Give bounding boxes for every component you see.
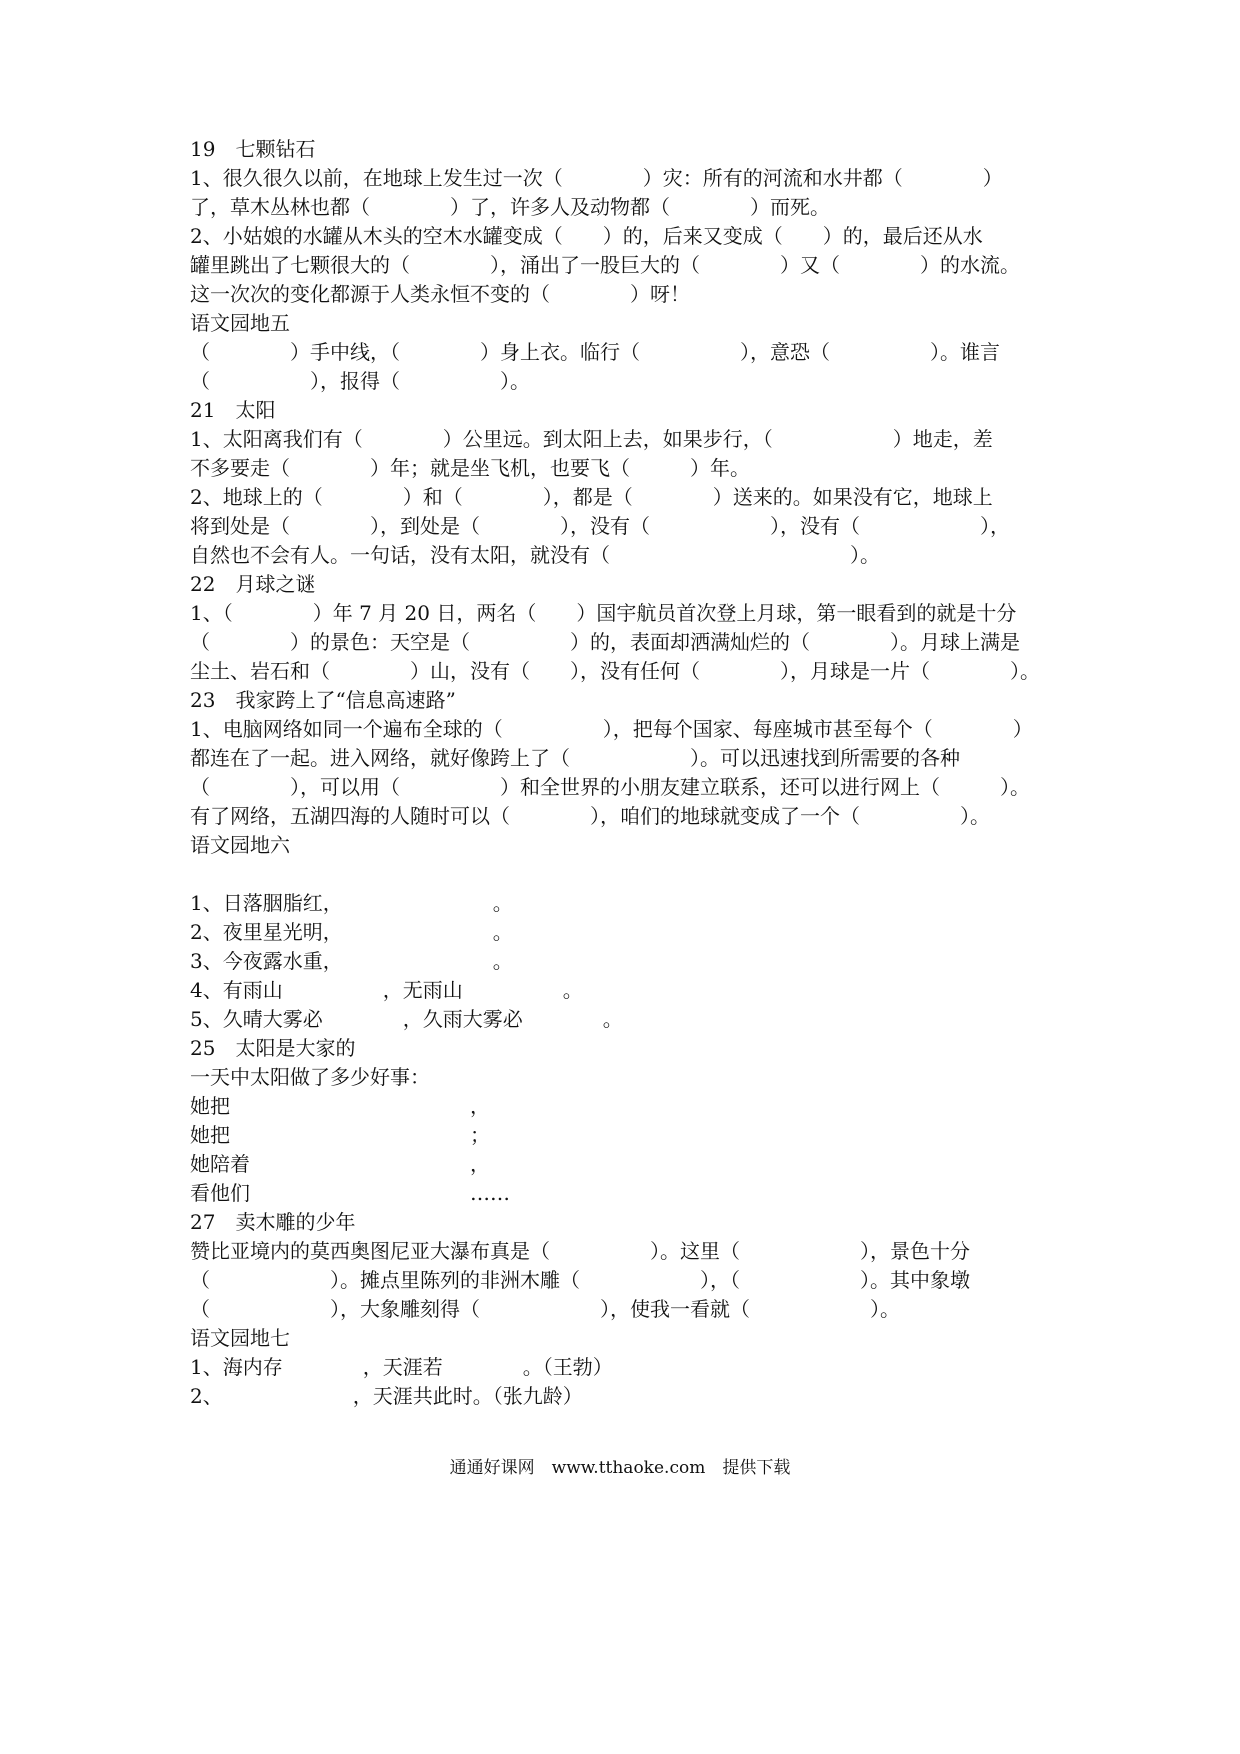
- text-line: 一天中太阳做了多少好事：: [190, 1065, 430, 1089]
- heading-lesson-23: 23 我家跨上了“信息高速路”: [190, 688, 456, 712]
- text-line: 2、地球上的（ ）和（ ），都是（ ）送来的。如果没有它，地球上: [190, 485, 993, 509]
- text-line: 她把 ；: [190, 1123, 490, 1147]
- text-line: （ ）手中线，（ ）身上衣。临行（ ），意恐（ ）。谁言: [190, 340, 1000, 364]
- text-line: 1、（ ）年 7 月 20 日，两名（ ）国宇航员首次登上月球，第一眼看到的就是十分: [190, 601, 1017, 625]
- text-line: 3、今夜露水重， 。: [190, 949, 513, 973]
- text-line: 赞比亚境内的莫西奥图尼亚大瀑布真是（ ）。这里（ ），景色十分: [190, 1239, 970, 1263]
- text-line: （ ），大象雕刻得（ ），使我一看就（ ）。: [190, 1297, 900, 1321]
- text-line: 罐里跳出了七颗很大的（ ），涌出了一股巨大的（ ）又（ ）的水流。: [190, 253, 1020, 277]
- text-line: 4、有雨山 ，无雨山 。: [190, 978, 583, 1002]
- text-line: 1、海内存 ，天涯若 。（王勃）: [190, 1355, 613, 1379]
- text-line: 1、电脑网络如同一个遍布全球的（ ），把每个国家、每座城市甚至每个（ ）: [190, 717, 1033, 741]
- heading-lesson-19: 19 七颗钻石: [190, 137, 316, 161]
- text-line: （ ），报得（ ）。: [190, 369, 530, 393]
- text-line: （ ）的景色：天空是（ ）的，表面却洒满灿烂的（ ）。月球上满是: [190, 630, 1020, 654]
- heading-lesson-22: 22 月球之谜: [190, 572, 316, 596]
- text-line: 1、太阳离我们有（ ）公里远。到太阳上去，如果步行，（ ）地走，差: [190, 427, 993, 451]
- text-line: 这一次次的变化都源于人类永恒不变的（ ）呀！: [190, 282, 690, 306]
- text-line: （ ），可以用（ ）和全世界的小朋友建立联系，还可以进行网上（ ）。: [190, 775, 1030, 799]
- page-footer: 通通好课网 www.tthaoke.com 提供下载: [449, 1458, 791, 1478]
- text-line: 1、很久很久以前，在地球上发生过一次（ ）灾：所有的河流和水井都（ ）: [190, 166, 1003, 190]
- text-line: 她陪着 ，: [190, 1152, 490, 1176]
- heading-yuwen-yuandi-5: 语文园地五: [190, 311, 290, 335]
- heading-lesson-27: 27 卖木雕的少年: [190, 1210, 356, 1234]
- heading-yuwen-yuandi-6: 语文园地六: [190, 833, 290, 857]
- text-line: 2、夜里星光明， 。: [190, 920, 513, 944]
- text-line: 自然也不会有人。一句话，没有太阳，就没有（ ）。: [190, 543, 880, 567]
- text-line: 都连在了一起。进入网络，就好像跨上了（ ）。可以迅速找到所需要的各种: [190, 746, 960, 770]
- heading-lesson-25: 25 太阳是大家的: [190, 1036, 356, 1060]
- text-line: 了，草木丛林也都（ ）了，许多人及动物都（ ）而死。: [190, 195, 830, 219]
- text-line: 将到处是（ ），到处是（ ），没有（ ），没有（ ），: [190, 514, 1010, 538]
- text-line: 看他们 ……: [190, 1181, 510, 1205]
- text-line: 2、 ，天涯共此时。（张九龄）: [190, 1384, 583, 1408]
- text-line: 5、久晴大雾必 ，久雨大雾必 。: [190, 1007, 623, 1031]
- text-line: 不多要走（ ）年；就是坐飞机，也要飞（ ）年。: [190, 456, 750, 480]
- text-line: 她把 ，: [190, 1094, 490, 1118]
- text-line: 2、小姑娘的水罐从木头的空木水罐变成（ ）的，后来又变成（ ）的，最后还从水: [190, 224, 983, 248]
- heading-yuwen-yuandi-7: 语文园地七: [190, 1326, 290, 1350]
- heading-lesson-21: 21 太阳: [190, 398, 276, 422]
- text-line: （ ）。摊点里陈列的非洲木雕（ ），（ ）。其中象墩: [190, 1268, 970, 1292]
- text-line: 有了网络，五湖四海的人随时可以（ ），咱们的地球就变成了一个（ ）。: [190, 804, 990, 828]
- text-line: 1、日落胭脂红， 。: [190, 891, 513, 915]
- text-line: 尘土、岩石和（ ）山，没有（ ），没有任何（ ），月球是一片（ ）。: [190, 659, 1040, 683]
